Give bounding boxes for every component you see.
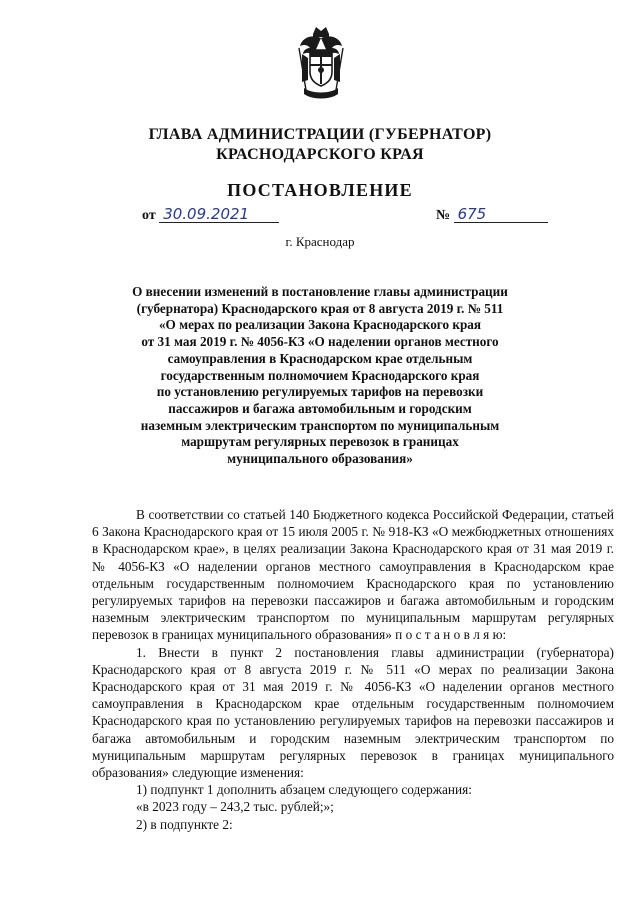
title-line: по установлению регулируемых тарифов на перевозки [156,384,484,400]
date-prefix: от [142,208,156,223]
title-line: маршрутам регулярных перевозок в границах [181,434,459,450]
body-line: «в 2023 году – 243,2 тыс. рублей;»; [136,799,334,815]
title-line: от 31 мая 2019 г. № 4056-КЗ «О наделении органов местного [141,334,499,350]
title-line: самоуправления в Краснодарском крае отдельным [167,350,473,366]
coat-of-arms-emblem [296,24,346,102]
body-paragraph: В соответствии со статьей 140 Бюджетного кодекса Российской Федерации, статьей 6 Закона Краснодарского края от 15 июля 2005 г. № 918-КЗ «О межбюджетных отношениях в Краснодарском крае», в целях реализации Закона Краснодарского края от 31 мая 2019 г. № 4056-КЗ «О наделении органов местного самоуправления в Краснодарском крае отдельным государственным полномочием Краснодарского края по установлению регулируемых тарифов на перевозки пассажиров и багажа автомобильным и городским наземным электрическим транспортом по муниципальным маршрутам регулярных перевозок в границах муниципального образования» п о с т а н о в л я ю: [92,507,614,643]
body-paragraph: 1. Внести в пункт 2 постановления главы администрации (губернатора) Краснодарского края от 8 августа 2019 г. № 511 «О мерах по реализации Закона Краснодарского края от 31 мая 2019 г. № 4056-КЗ «О наделении органов местного самоуправления в Краснодарском крае отдельным государственным полномочием Краснодарского края по установлению регулируемых тарифов на перевозки пассажиров и багажа автомобильным и городским наземным электрическим транспортом по муниципальным маршрутам регулярных перевозок в границах муниципального образования» следующие изменения: [92,644,614,781]
number-handwritten: 675 [454,206,548,223]
date-row [142,206,279,224]
title-line: «О мерах по реализации Закона Краснодарского края [158,317,482,333]
title-line: (губернатора) Краснодарского края от 8 августа 2019 г. № 511 [136,300,504,316]
title-line: пассажиров и багажа автомобильным и городским [168,400,472,416]
number-row [436,206,548,224]
header-line-2: КРАСНОДАРСКОГО КРАЯ [216,146,424,163]
document-type-heading: ПОСТАНОВЛЕНИЕ [227,180,413,200]
title-line: муниципального образования» [227,451,413,467]
number-prefix: № [436,208,451,223]
body-line: 1) подпункт 1 дополнить абзацем следующего содержания: [136,782,472,798]
document-body [92,506,614,833]
title-line: О внесении изменений в постановление главы администрации [132,284,508,299]
title-line: наземным электрическим транспортом по муниципальным [140,417,500,433]
city-label: г. Краснодар [285,234,355,249]
document-title [100,284,540,468]
date-handwritten: 30.09.2021 [159,206,279,223]
body-line: 2) в подпункте 2: [136,816,233,832]
header-line-1: ГЛАВА АДМИНИСТРАЦИИ (ГУБЕРНАТОР) [148,126,492,143]
title-line: государственным полномочием Краснодарского края [160,367,480,383]
